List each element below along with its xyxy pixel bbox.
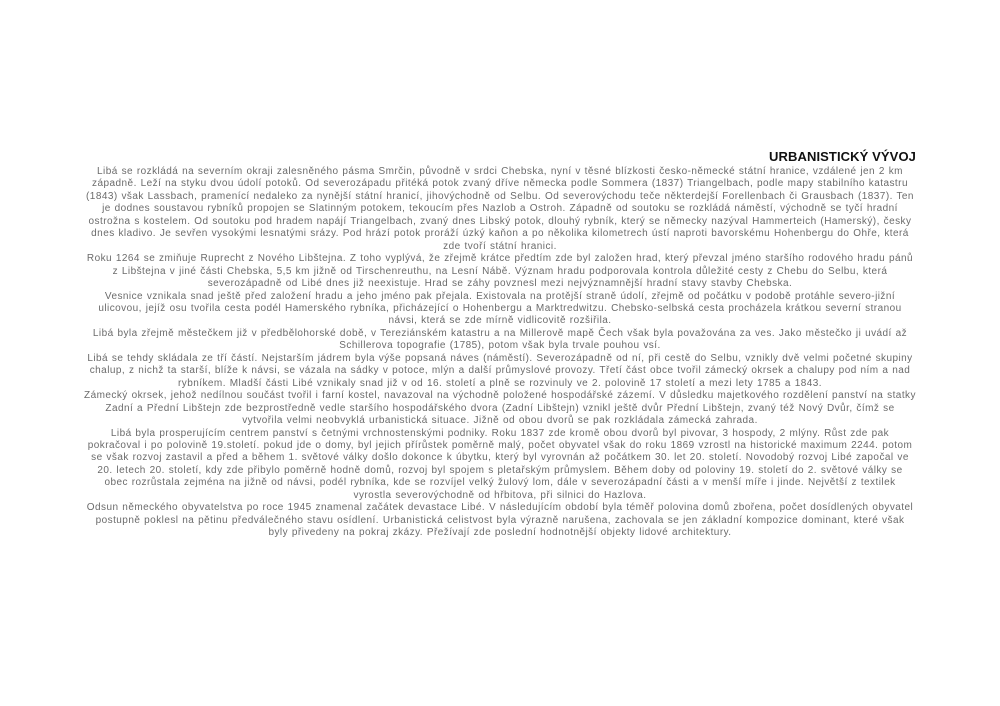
paragraph-3: Vesnice vznikala snad ještě před založení hradu a jeho jméno pak přejala. Existovala na protější straně údolí, zřejmě od počátku v podobě protáhle severo-jižní ulicovou, jejíž osu tvořila cesta podél Hamerského rybníka, přicházející o Hohenbergu a Marktredwitzu. Chebsko-selbská cesta procházela krátkou severní stranou návsi, která se zde mírně vidlicovitě rozšiřila.	[98, 290, 902, 327]
paragraph-8: Odsun německého obyvatelstva po roce 1945 znamenal začátek devastace Libé. V následujícím období byla téměř polovina domů zbořena, počet dosídlených obyvatel postupně poklesl na pětinu předválečného stavu osídlení. Urbanistická celistvost byla výrazně narušena, zachovala se jen základní kompozice dominant, které však byly přivedeny na pokraj zkázy. Přežívají zde poslední hodnotnější objekty lidové architektury.	[86, 502, 914, 539]
paragraph-7: Libá byla prosperujícím centrem panství s četnými vrchnostenskými podniky. Roku 1837 zde kromě obou dvorů byl pivovar, 3 hospody, 2 mlýny. Růst zde pak pokračoval i po polovině 19.století. pokud jde o domy, byl jejich přírůstek poměrně malý, počet obyvatel však do roku 1869 vzrostl na historické maximum 2244. potom se však rozvoj zastavil a před a během 1. světové války došlo dokonce k úbytku, který byl vyrovnán až počátkem 30. let 20. století. Novodobý rozvoj Libé započal ve 20. letech 20. století, kdy zde přibylo poměrně hodně domů, rozvoj byl spojem s pletařským průmyslem. Během doby od poloviny 19. století do 2. světové války se obec rozrůstala zejména na jižně od návsi, podél rybníka, kde se rozvíjel velký žulový lom, dále v severozápadní části a v menší míře i jinde. Největší z textilek vyrostla severovýchodně od hřbitova, při silnici do Hazlova.	[87, 427, 913, 501]
paragraph-1: Libá se rozkládá na severním okraji zalesněného pásma Smrčin, původně v srdci Chebska, nyní v těsné blízkosti česko-německé státní hranice, vzdálené jen 2 km západně. Leží na styku dvou údolí potoků. Od severozápadu přitéká potok zvaný dříve německa podle Sommera (1837) Triangelbach, podle mapy stabilního katastru (1843) však Lassbach, pramenící nedaleko za nynější státní hranicí, jihovýchodně od Selbu. Od severovýchodu teče některdejší Forellenbach či Grausbach (1837). Ten je dodnes soustavou rybníků propojen se Slatinným potokem, tekoucím přes Nazlob a Ostroh. Západně od soutoku se rozkládá náměstí, východně se tyčí hradní ostrožna s kostelem. Od soutoku pod hradem napájí Triangelbach, zvaný dnes Libský potok, dlouhý rybník, který se německy nazýval Hammerteich (Hamerský), česky dnes kladivo. Je sevřen vysokými lesnatými srázy. Pod hrází potok proráží úzký kaňon a po několika kilometrech ústí naproti bavorskému Hohenbergu do Ohře, která zde tvoří státní hranici.	[86, 166, 914, 252]
section-heading: URBANISTICKÝ VÝVOJ	[769, 149, 916, 164]
paragraph-6: Zámecký okrsek, jehož nedílnou součást tvořil i farní kostel, navazoval na východně položené hospodářské zázemí. V důsledku majetkového rozdělení panství na statky Zadní a Přední Libštejn zde bezprostředně vedle staršího hospodářského dvora (Zadní Libštejn) vznikl ještě dvůr Přední Libštejn, zvaný též Nový Dvůr, čímž se vytvořila velmi neobvyklá urbanistická situace. Jižně od obou dvorů se pak rozkládala zámecká zahrada.	[84, 390, 916, 427]
paragraph-4: Libá byla zřejmě městečkem již v předbělohorské době, v Tereziánském katastru a na Millerově mapě Čech však byla považována za ves. Jako městečko ji uvádí až Schillerova topografie (1785), potom však byla trvale pouhou vsí.	[92, 327, 908, 352]
body-text	[84, 166, 916, 540]
paragraph-5: Libá se tehdy skládala ze tří částí. Nejstarším jádrem byla výše popsaná náves (náměstí). Severozápadně od ní, při cestě do Selbu, vznikly dvě velmi početné skupiny chalup, z nichž ta starší, blíže k návsi, se vázala na sádky v potoce, mlýn a další průmyslové provozy. Třetí část obce tvořil zámecký okrsek a chalupy pod ním a nad rybníkem. Mladší části Libé vznikaly snad již v od 16. století a plně se rozvinuly ve 2. polovině 17 století a mezi lety 1785 a 1843.	[87, 352, 913, 389]
paragraph-2: Roku 1264 se zmiňuje Ruprecht z Nového Libštejna. Z toho vyplývá, že zřejmě krátce předtím zde byl založen hrad, který převzal jméno staršího rodového hradu pánů z Libštejna v jiné části Chebska, 5,5 km jižně od Tirschenreuthu, na Lesní Nábě. Význam hradu podporovala kontrola důležité cesty z Chebu do Selbu, která severozápadně od Libé dnes již neexistuje. Hrad se záhy povznesl mezi nejvýznamnější hradní stavy stavby Chebska.	[86, 253, 914, 290]
